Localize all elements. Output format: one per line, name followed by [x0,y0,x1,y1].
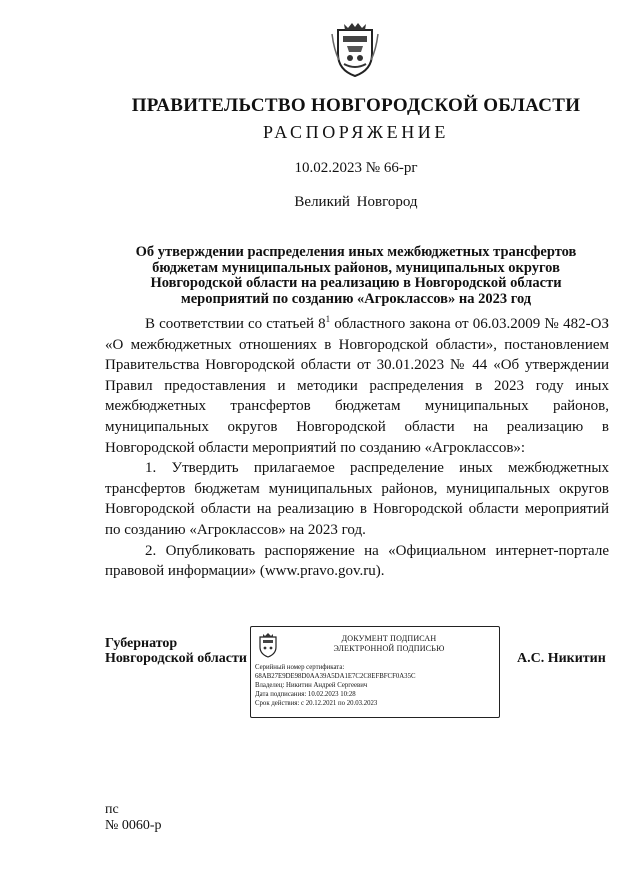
document-body [105,314,609,582]
stamp-heading-line-2: ЭЛЕКТРОННОЙ ПОДПИСЬЮ [333,644,445,653]
coat-of-arms-icon [330,20,380,78]
stamp-emblem-icon [257,632,279,658]
preamble-paragraph [105,314,609,458]
stamp-owner: Владелец: Никитин Андрей Сергеевич [255,682,368,689]
preamble-text-start: В соответствии со статьей 8 [145,316,326,332]
signer-name: А.С. Никитин [517,651,606,666]
stamp-heading [289,634,489,654]
document-subject: Об утверждении распределения иных межбюджетных трансфертов бюджетам муниципальных районов, муниципальных округов Новгородской области на реализацию в Новгородской области мероприятий по созданию «Агроклассов» на 2023 год [135,244,577,307]
signer-title-line-1: Губернатор [105,636,178,651]
preamble-text-end: областного закона от 06.03.2009 № 482-ОЗ «О межбюджетных отношениях в Новгородской области», постановлением Правительства Новгородской области от 30.01.2023 № 44 «Об утверждении Правил предоставления и методики распределения в 2023 году иных межбюджетных трансфертов бюджетам муниципальных районов, муниципальных округов Новгородской области на реализацию в Новгородской области мероприятий по созданию «Агроклассов»: [105,316,609,456]
item-1-paragraph: 1. Утвердить прилагаемое распределение иных межбюджетных трансфертов бюджетам муниципальных районов, муниципальных округов Новгородской области на реализацию в Новгородской области мероприятий по созданию «Агроклассов» на 2023 год. [105,460,609,538]
footer-number: № 0060-р [105,818,162,833]
electronic-signature-stamp [250,626,500,718]
stamp-heading-line-1: ДОКУМЕНТ ПОДПИСАН [341,634,437,643]
stamp-cert-label: Серийный номер сертификата: [255,664,345,671]
article-superscript: 1 [325,314,331,324]
stamp-sign-date: Дата подписания: 10.02.2023 10:28 [255,691,356,698]
stamp-validity: Срок действия: с 20.12.2021 по 20.03.2023 [255,700,378,707]
item-2-paragraph: 2. Опубликовать распоряжение на «Официальном интернет-портале правовой информации» (www.pravo.gov.ru). [105,542,609,580]
signer-title-line-2: Новгородской области [105,651,247,666]
stamp-cert-number: 68AB27E9DE98D0AA39A5DA1E7C2C8EFBFCF0A35C [255,673,416,680]
document-type: РАСПОРЯЖЕНИЕ [262,122,449,142]
signer-title [105,636,247,666]
stamp-details [255,663,416,708]
footer-note [105,802,162,834]
date-number: 10.02.2023 № 66-рг [294,160,418,176]
footer-initials: пс [105,802,119,817]
place-of-issue: Великий Новгород [294,194,418,210]
government-title: ПРАВИТЕЛЬСТВО НОВГОРОДСКОЙ ОБЛАСТИ [131,95,581,116]
